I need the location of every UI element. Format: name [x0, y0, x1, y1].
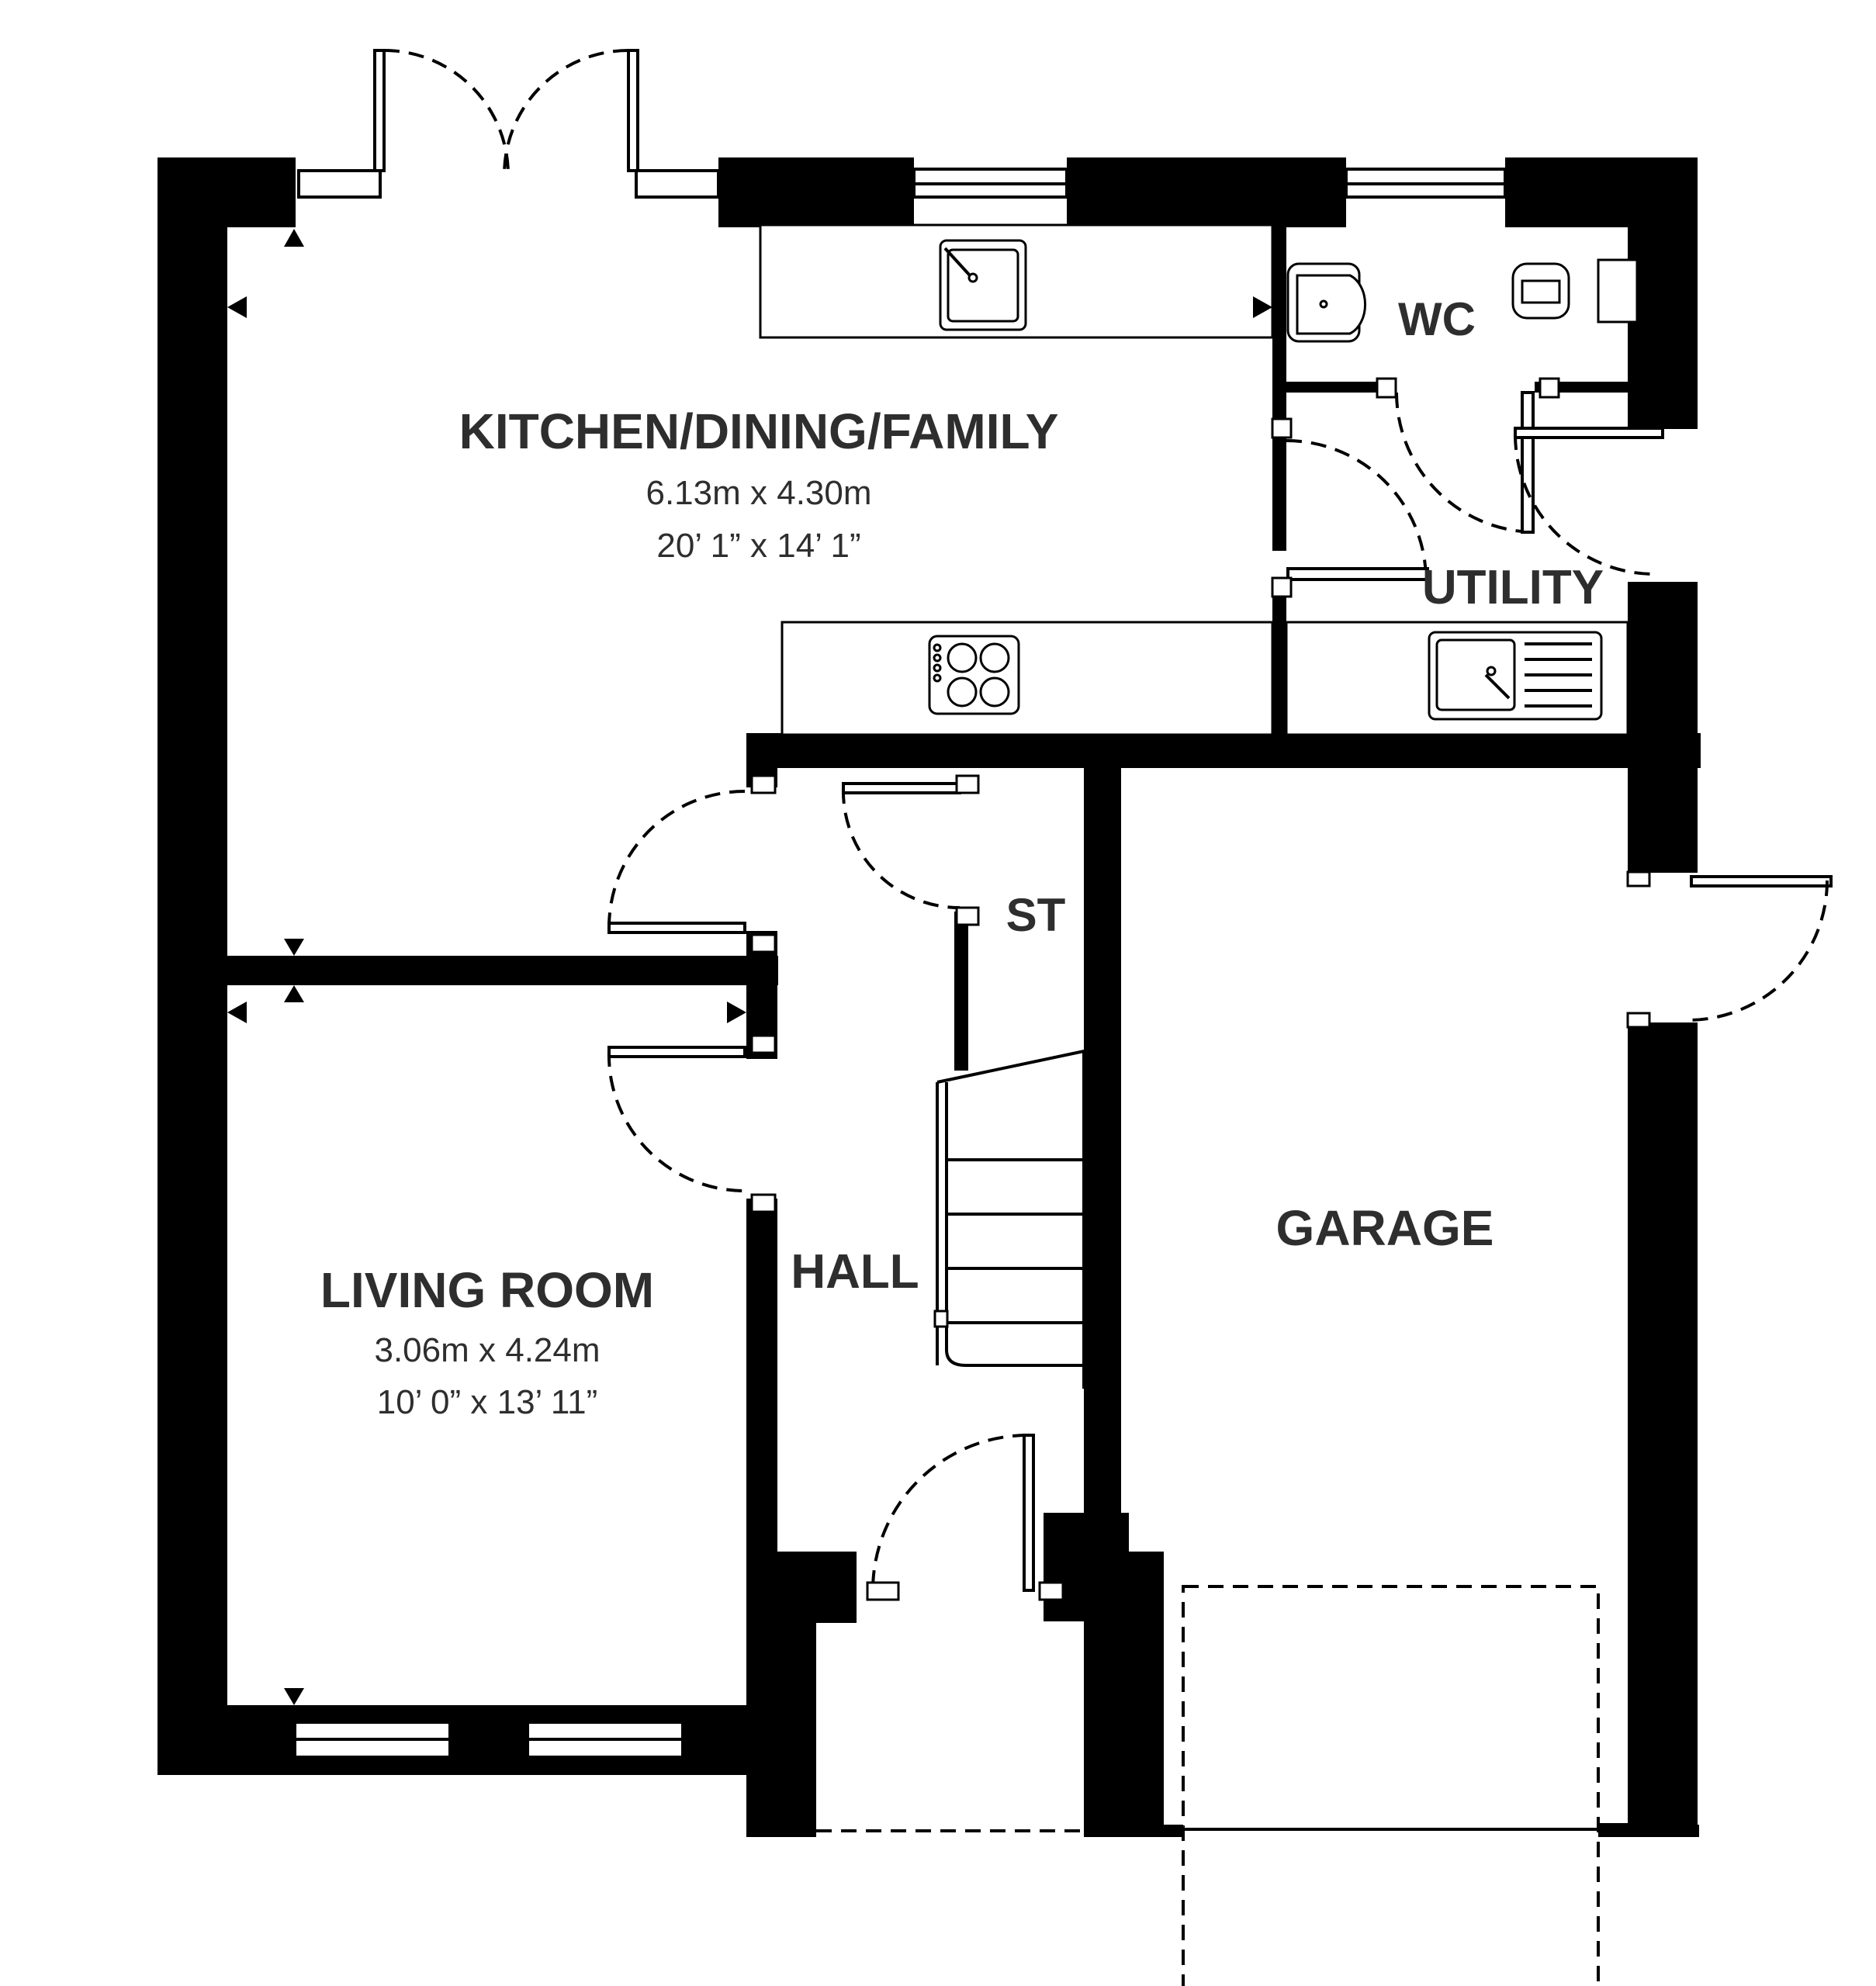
living-imperial: 10’ 0” x 13’ 11” [376, 1383, 598, 1421]
hall-name: HALL [791, 1245, 919, 1299]
room-labels [320, 293, 1604, 1421]
living-name: LIVING ROOM [320, 1262, 655, 1318]
store-name: ST [1005, 889, 1066, 941]
kitchen-name: KITCHEN/DINING/FAMILY [459, 403, 1059, 459]
kitchen-island [782, 622, 1272, 735]
kitchen-metric: 6.13m x 4.30m [646, 474, 872, 512]
utility-name: UTILITY [1421, 561, 1604, 614]
staircase-icon [935, 1051, 1084, 1389]
basin-icon [1288, 264, 1365, 341]
wc-name: WC [1398, 293, 1476, 345]
living-metric: 3.06m x 4.24m [374, 1331, 601, 1369]
kitchen-imperial: 20’ 1” x 14’ 1” [656, 527, 861, 565]
garage-door-icon [1183, 1586, 1598, 1986]
toilet-icon [1513, 260, 1637, 322]
garage-name: GARAGE [1275, 1200, 1494, 1256]
utility-sink-icon [1429, 632, 1601, 719]
hob-icon [929, 636, 1019, 714]
kitchen-sink-icon [940, 240, 1026, 330]
